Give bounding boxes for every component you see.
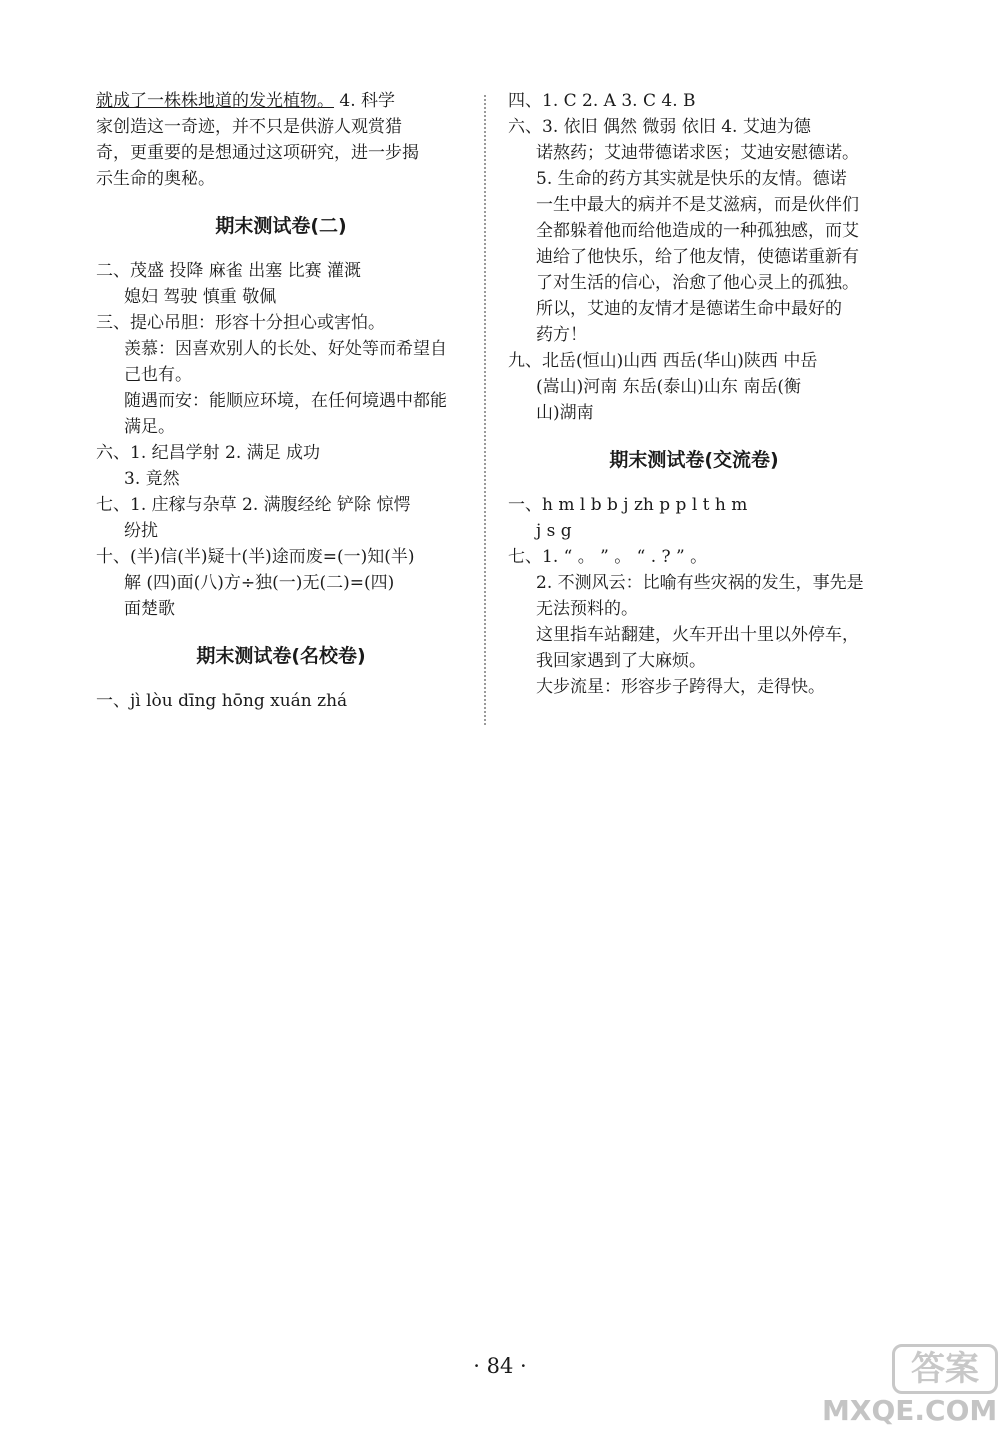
answer-line: 了对生活的信心，治愈了他心灵上的孤独。: [536, 273, 859, 293]
watermark-site-text: MXQE.COM: [822, 1394, 998, 1427]
answer-line: 面楚歌: [124, 599, 175, 619]
watermark-seal: 答案: [892, 1344, 998, 1394]
right-column: [508, 88, 880, 700]
answer-line: 我回家遇到了大麻烦。: [536, 651, 706, 671]
answer-line: 一、jì lòu dīng hōng xuán zhá: [96, 691, 348, 711]
section-title: 期末测试卷(交流卷): [609, 449, 779, 471]
underlined-text: 就成了一株株地道的发光植物。: [96, 91, 334, 111]
answer-line: 3. 竟然: [124, 469, 180, 489]
answer-line: 六、3. 依旧 偶然 微弱 依旧 4. 艾迪为德: [508, 117, 811, 137]
answer-line: 无法预料的。: [536, 599, 638, 619]
answer-line: 十、(半)信(半)疑十(半)途而废=(一)知(半): [96, 547, 415, 567]
answer-line: 解 (四)面(八)方÷独(一)无(二)=(四): [124, 573, 395, 593]
answer-line: 九、北岳(恒山)山西 西岳(华山)陕西 中岳: [508, 351, 818, 371]
answer-line: 一生中最大的病并不是艾滋病，而是伙伴们: [536, 195, 859, 215]
answer-line: 三、提心吊胆：形容十分担心或害怕。: [96, 313, 385, 333]
answer-line: (嵩山)河南 东岳(泰山)山东 南岳(衡: [536, 377, 801, 397]
answer-line: 山)湖南: [536, 403, 594, 423]
answer-line: 四、1. C 2. A 3. C 4. B: [508, 91, 696, 111]
watermark-logo: [822, 1349, 998, 1434]
answer-line: 六、1. 纪昌学射 2. 满足 成功: [96, 443, 321, 463]
answer-line: 一、h m l b b j zh p p l t h m: [508, 495, 748, 515]
text-line: 示生命的奥秘。: [96, 169, 215, 189]
answer-line: 随遇而安：能顺应环境，在任何境遇中都能: [124, 391, 447, 411]
answer-line: 媳妇 驾驶 慎重 敬佩: [124, 287, 277, 307]
answer-line: 这里指车站翻建，火车开出十里以外停车，: [536, 625, 859, 645]
answer-line: j s g: [536, 521, 572, 541]
answer-line: 所以，艾迪的友情才是德诺生命中最好的: [536, 299, 842, 319]
answer-line: 七、1. “ 。 ” 。 “ . ? ” 。: [508, 547, 708, 567]
answer-line: 七、1. 庄稼与杂草 2. 满腹经纶 铲除 惊愕: [96, 495, 411, 515]
answer-line: 迪给了他快乐，给了他友情，使德诺重新有: [536, 247, 859, 267]
text-line: 就成了一株株地道的发光植物。 4. 科学: [96, 91, 396, 111]
section-title: 期末测试卷(二): [215, 215, 347, 237]
answer-line: 诺熬药；艾迪带德诺求医；艾迪安慰德诺。: [536, 143, 859, 163]
answer-line: 5. 生命的药方其实就是快乐的友情。德诺: [536, 169, 847, 189]
answer-line: 二、茂盛 投降 麻雀 出塞 比赛 灌溉: [96, 261, 362, 281]
answer-line: 全都躲着他而给他造成的一种孤独感，而艾: [536, 221, 859, 241]
answer-line: 纷扰: [124, 521, 158, 541]
column-divider: [484, 95, 486, 725]
text-line: 家创造这一奇迹，并不只是供游人观赏猎: [96, 117, 402, 137]
page-number: · 84 ·: [473, 1354, 527, 1378]
answer-line: 己也有。: [124, 365, 192, 385]
answer-line: 大步流星：形容步子跨得大，走得快。: [536, 677, 825, 697]
section-title: 期末测试卷(名校卷): [196, 645, 366, 667]
answer-line: 药方！: [536, 325, 587, 345]
text-line: 奇，更重要的是想通过这项研究，进一步揭: [96, 143, 419, 163]
answer-line: 羡慕：因喜欢别人的长处、好处等而希望自: [124, 339, 447, 359]
answer-line: 满足。: [124, 417, 175, 437]
answer-line: 2. 不测风云：比喻有些灾祸的发生，事先是: [536, 573, 864, 593]
left-column: [96, 88, 466, 714]
